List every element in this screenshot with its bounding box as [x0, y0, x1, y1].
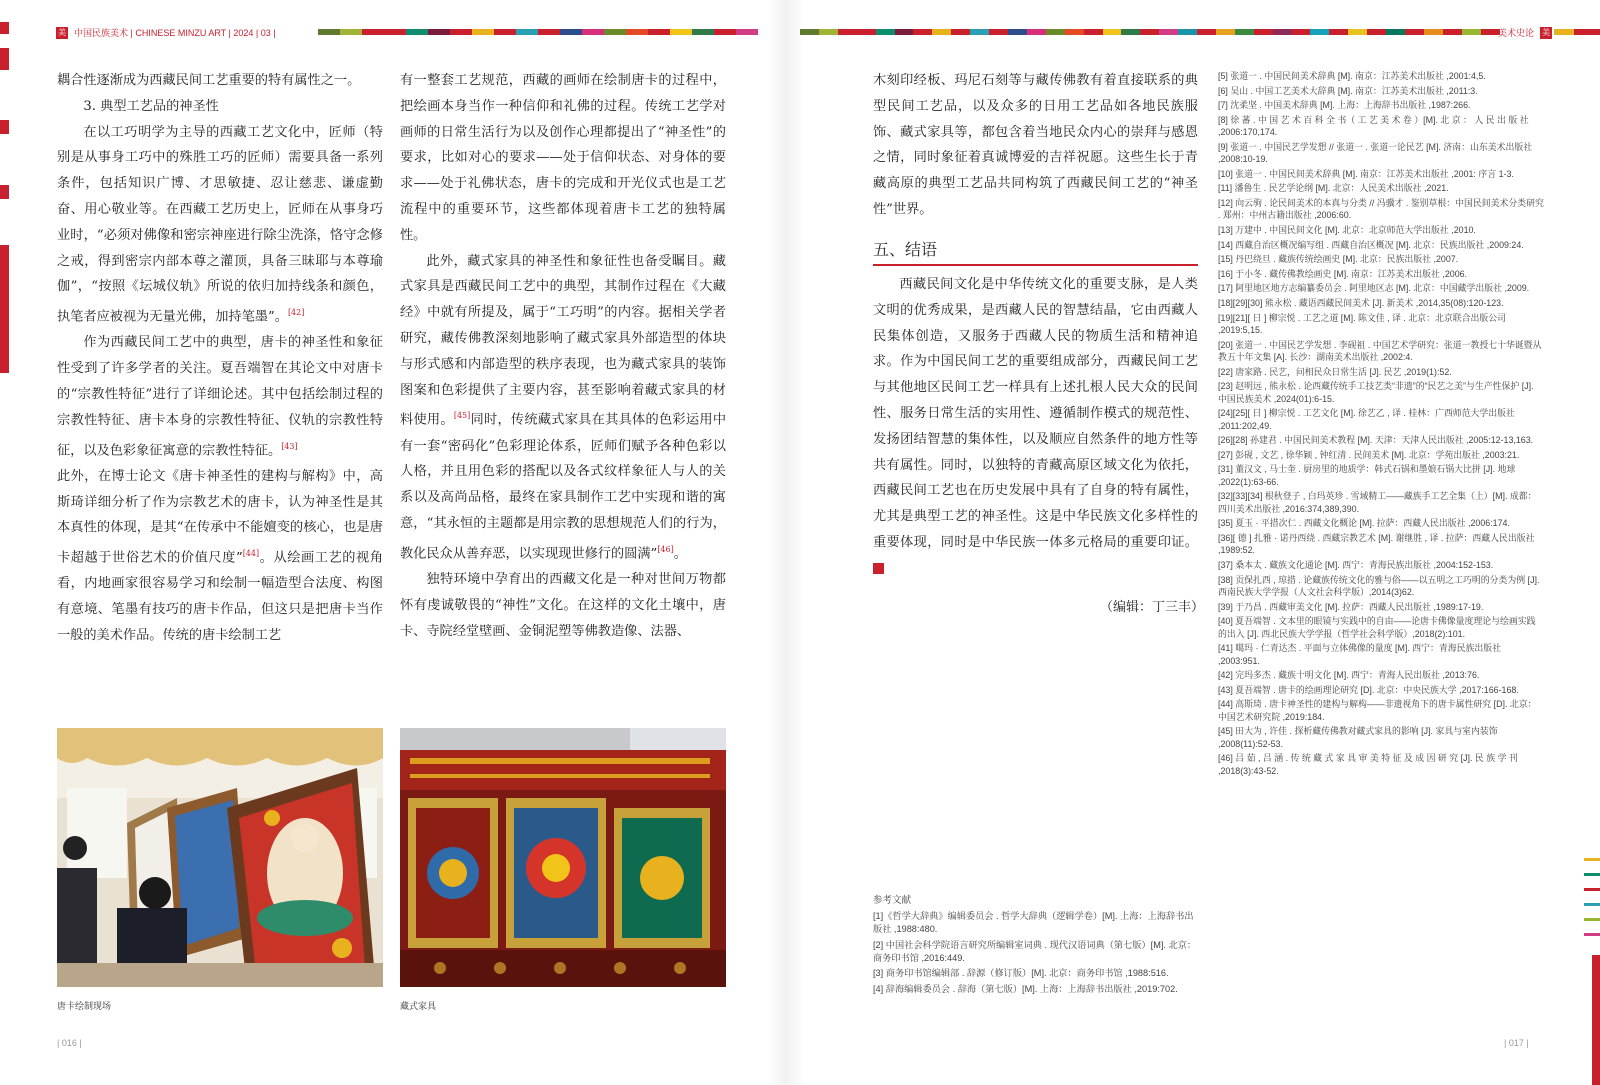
- citation: [46]: [657, 544, 674, 554]
- stripe-segment: [362, 29, 384, 35]
- stripe-segment: [1065, 29, 1084, 35]
- stripe-segment: [1197, 29, 1216, 35]
- left-edge-mark: [0, 185, 9, 199]
- conclusion-text: [873, 272, 1198, 582]
- stripe-segment: [1348, 29, 1367, 35]
- stripe-segment: [1235, 29, 1254, 35]
- reference-item: [41] 噶玛 · 仁青达杰 . 平面与立体佛像的量度 [M]. 西宁：青海民族出版社 ,2003:951.: [1218, 643, 1502, 666]
- stripe-segment: [670, 29, 692, 35]
- photo-caption: 唐卡绘制现场: [57, 1001, 112, 1011]
- paragraph: 西藏民间文化是中华传统文化的重要支脉，是人类文明的优秀成果，是西藏人民的智慧结晶，它由西藏人民集体创造，又服务于西藏人民的物质生活和精神追求。作为中国民间工艺的重要组成部分，西藏民间工艺与其他地区民间工艺一样具有上述扎根人民大众的民间性、服务日常生活的实用性、遵循制作模式的规范性、发扬团结智慧的集体性，以及顺应自然条件的地方性等共有属性。同时，以独特的青藏高原区域文化为依托，西藏民间工艺也在历史发展中具有了自身的特有属性，尤其是典型工艺的神圣性。这是中华民族文化多样性的重要体现，同时是中华民族一体多元格局的重要印证。美: [873, 277, 1198, 573]
- reference-item: [43] 夏吾端智 . 唐卡的绘画理论研究 [D]. 北京：中央民族大学 ,2017:166-168.: [1218, 684, 1519, 695]
- stripe-segment: [560, 29, 582, 35]
- left-edge-mark: [0, 245, 9, 373]
- paragraph: 此外，藏式家具的神圣性和象征性也备受瞩目。藏式家具是西藏民间工艺中的典型，其制作过程在《大藏经》中就有所提及，属于“工巧明”的内容。据相关学者研究，藏传佛教深刻地影响了藏式家具外部造型的体块与形式感和内部造型的秩序表现，也为藏式家具的装饰图案和色彩提供了主要内容，甚至影响着藏式家具的材料使用。[45]同时，传统藏式家具在其具体的色彩运用中有一套“密码化”色彩理论体系，匠师们赋予各种色彩以人格，并且用色彩的搭配以及各式纹样象征人与人的关系以及高尚品格，最终在家具制作工艺中实现和谐的寓意，“其永恒的主题都是用宗教的思想规范人们的行为，教化民众从善弃恶，以实现现世修行的圆满”[46]。: [400, 253, 727, 562]
- reference-item: [35] 夏玉 · 平措次仁 . 西藏文化概论 [M]. 拉萨：西藏人民出版社 ,2006:174.: [1218, 518, 1510, 529]
- header-color-stripe-edge: [1554, 29, 1600, 35]
- section-heading: 五、结语: [873, 237, 1198, 266]
- reference-item: [15] 丹巴绕旦 . 藏族传统绘画史 [M]. 北京：民族出版社 ,2007.: [1218, 254, 1459, 265]
- reference-item: [5] 张道一 . 中国民间美术辞典 [M]. 南京：江苏美术出版社 ,2001:4,5.: [1218, 71, 1486, 81]
- right-edge-tick: [1584, 888, 1600, 891]
- header-right: [1498, 26, 1552, 39]
- stripe-segment: [1008, 29, 1027, 35]
- stripe-segment: [838, 29, 857, 35]
- citation: [45]: [453, 411, 471, 421]
- reference-item: [12] 向云驹 . 论民间美术的本真与分类 // 冯骥才 . 鉴别草根：中国民间美术分类研究 . 郑州：中州古籍出版社 ,2006:60.: [1218, 197, 1544, 221]
- reference-item: [42] 完玛多杰 . 藏族十明文化 [M]. 西宁：青海人民出版社 ,2013:76.: [1218, 670, 1480, 681]
- reference-item: [8] 徐 蕃 . 中 国 艺 术 百 科 全 书（ 工 艺 美 术 卷 ）[M]. 北 京 ： 人 民 出 版 社 ,2006:170,174.: [1218, 114, 1529, 138]
- stripe-segment: [1216, 29, 1235, 35]
- left-edge-mark: [0, 48, 9, 70]
- reference-item: [6] 吴山 . 中国工艺美术大辞典 [M]. 南京：江苏美术出版社 ,2011:3.: [1218, 85, 1478, 96]
- stripe-segment: [714, 29, 736, 35]
- stripe-segment: [800, 29, 819, 35]
- stripe-segment: [1405, 29, 1424, 35]
- reference-item: [9] 张道一 . 中国民艺学发想 // 张道一 . 张道一论民艺 [M]. 济南：山东美术出版社 ,2008:10-19.: [1218, 141, 1533, 165]
- stripe-segment: [1292, 29, 1311, 35]
- stripe-segment: [857, 29, 876, 35]
- body-column-3: [873, 68, 1198, 223]
- reference-item: [32][33][34] 根秋登子 , 白玛英珍 . 雪域精工——藏族手工艺全集（上）[M]. 成都：四川美术出版社 ,2016:374,389,390.: [1218, 491, 1537, 514]
- stripe-segment: [1481, 29, 1500, 35]
- paragraph: 耦合性逐渐成为西藏民间工艺重要的特有属性之一。: [57, 73, 361, 88]
- subheading: 3. 典型工艺品的神圣性: [83, 98, 219, 114]
- stripe-segment: [626, 29, 648, 35]
- references-list-left: [873, 910, 1198, 998]
- spread-gutter: [766, 0, 806, 1085]
- reference-item: [44] 高斯琦 . 唐卡神圣性的建构与解构——非遗视角下的唐卡属性研究 [D]. 北京：中国艺术研究院 ,2019:184.: [1218, 699, 1537, 722]
- header-color-stripe-right: [800, 29, 1500, 35]
- stripe-segment: [450, 29, 472, 35]
- reference-item: [40] 夏吾端智 . 文本里的眼镜与实践中的自由——论唐卡佛像量度理论与绘画实践的出入 [J]. 西北民族大学学报（哲学社会科学版）,2018(2):101.: [1218, 616, 1536, 639]
- reference-item: [19][21][ 日 ] 柳宗悦 . 工艺之道 [M]. 陈文佳 , 译 . 北京：北京联合出版公司 ,2019:5,15.: [1218, 312, 1506, 335]
- stripe-segment: [1329, 29, 1348, 35]
- stripe-segment: [1084, 29, 1103, 35]
- citation: [42]: [287, 308, 305, 318]
- stripe-segment: [494, 29, 516, 35]
- stripe-segment: [913, 29, 932, 35]
- stripe-segment: [1273, 29, 1292, 35]
- photo-caption: 藏式家具: [400, 1001, 437, 1011]
- paragraph: 此外，在博士论文《唐卡神圣性的建构与解构》中，高斯琦详细分析了作为宗教艺术的唐卡，认为神圣性是其本真性的体现，是其“在传承中不能嬗变的核心，也是唐卡超越于世俗艺术的价值尺度”[44]。从绘画工艺的视角看，内地画家很容易学习和绘制一幅造型合法度、构图有意境、笔墨有技巧的唐卡作品，但这只是把唐卡当作一般的美术作品。传统的唐卡绘制工艺: [57, 468, 383, 643]
- tibetan-furniture-photo: [400, 728, 726, 987]
- stripe-segment: [1424, 29, 1443, 35]
- page-number-right: | 017 |: [1504, 1038, 1529, 1048]
- reference-item: [14] 西藏自治区概况编写组 . 西藏自治区概况 [M]. 北京：民族出版社 ,2009:24.: [1218, 239, 1524, 250]
- stripe-segment: [1443, 29, 1462, 35]
- reference-item: [10] 张道一 . 中国民间美术辞典 [M]. 南京：江苏美术出版社 ,2001: 序言 1-3.: [1218, 168, 1514, 179]
- stripe-segment: [516, 29, 538, 35]
- header-left: [56, 26, 276, 39]
- reference-item: [2] 中国社会科学院语言研究所编辑室词典 . 现代汉语词典（第七版）[M]. 北京：商务印书馆 ,2016:449.: [873, 939, 1197, 963]
- stripe-segment: [1462, 29, 1481, 35]
- stripe-segment: [1140, 29, 1159, 35]
- references-list-right: [1218, 70, 1544, 779]
- stripe-segment: [1386, 29, 1405, 35]
- body-column-2: [400, 68, 726, 644]
- paragraph: 独特环境中孕育出的西藏文化是一种对世间万物都怀有虔诚敬畏的“神性”文化。在这样的文化土壤中，唐卡、寺院经堂壁画、金铜泥塑等佛教造像、法器、: [400, 571, 726, 639]
- reference-item: [37] 桑本太 . 藏族文化通论 [M]. 西宁：青海民族出版社 ,2004:152-153.: [1218, 559, 1494, 570]
- stripe-segment: [736, 29, 758, 35]
- right-edge-tick: [1584, 918, 1600, 921]
- reference-item: [7] 沈柔坚 . 中国美术辞典 [M]. 上海：上海辞书出版社 ,1987:266.: [1218, 100, 1471, 111]
- reference-item: [39] 于乃昌 . 西藏审美文化 [M]. 拉萨：西藏人民出版社 ,1989:17-19.: [1218, 601, 1484, 612]
- reference-item: [17] 阿里地区地方志编纂委员会 . 阿里地区志 [M]. 北京：中国藏学出版社 ,2009.: [1218, 283, 1530, 294]
- reference-item: [24][25][ 日 ] 柳宗悦 . 工艺文化 [M]. 徐艺乙 , 译 . 桂林：广西师范大学出版社 ,2011:202,49.: [1218, 408, 1515, 431]
- stripe-segment: [932, 29, 951, 35]
- stripe-segment: [1310, 29, 1329, 35]
- paragraph: 在以工巧明学为主导的西藏工艺文化中，匠师（特别是从事身工巧中的殊胜工巧的匠师）需要具备一系列条件，包括知识广博、才思敏捷、忍让慈悲、谦虚勤奋、用心敬业等。在西藏工艺历史上，匠师在从事身巧业时，“必须对佛像和密宗神座进行除尘洗涤，恪守念修之戒，得到密宗内部本尊之灌顶，具备三昧耶与本尊瑜伽”，“按照《坛城仪轨》所说的依归加持线条和颜色，执笔者应被视为无量光佛，加持笔墨”。[42]: [57, 124, 383, 325]
- editor-credit: （编辑：丁三丰）: [1100, 600, 1205, 615]
- reference-item: [11] 潘鲁生 . 民艺学论纲 [M]. 北京：人民美术出版社 ,2021.: [1218, 183, 1449, 194]
- stripe-segment: [1367, 29, 1386, 35]
- paragraph: 木刻印经板、玛尼石刻等与藏传佛教有着直接联系的典型民间工艺品，以及众多的日用工艺品如各地民族服饰、藏式家具等，都包含着当地民众内心的崇拜与感恩之情，同时象征着真诚博爱的吉祥祝愿。这些生长于青藏高原的典型工艺品共同构筑了西藏民间工艺的“神圣性”世界。: [873, 73, 1198, 217]
- paragraph: 有一整套工艺规范，西藏的画师在绘制唐卡的过程中，把绘画本身当作一种信仰和礼佛的过程。传统工艺学对画师的日常生活行为以及创作心理都提出了“神圣性”的要求，比如对心的要求——处于信仰状态、对身体的要求——处于礼佛状态，唐卡的完成和开光仪式也是工艺流程中的重要环节，这些都体现着唐卡工艺的独特属性。: [400, 73, 726, 243]
- reference-item: [3] 商务印书馆编辑部 . 辞源（修订版）[M]. 北京：商务印书馆 ,1988:516.: [873, 968, 1169, 979]
- stripe-segment: [1121, 29, 1140, 35]
- journal-title: 中国民族美术 | CHINESE MINZU ART | 2024 | 03 |: [74, 28, 276, 38]
- stripe-segment: [538, 29, 560, 35]
- stripe-segment: [951, 29, 970, 35]
- stripe-segment: [1159, 29, 1178, 35]
- stripe-segment: [876, 29, 895, 35]
- paragraph: 作为西藏民间工艺中的典型，唐卡的神圣性和象征性受到了许多学者的关注。夏吾端智在其论文中对唐卡的“宗教性特征”进行了详细论述。其中包括绘制过程的宗教性特征、唐卡本身的宗教性特征、仪轨的宗教性特征，以及色彩象征寓意的宗教性特征。[43]: [57, 335, 383, 458]
- page-number-left: | 016 |: [57, 1038, 82, 1048]
- reference-item: [27] 彭砚 , 文艺 , 徐华颖 , 钟红清 . 民间美术 [M]. 北京：学苑出版社 ,2003:21.: [1218, 449, 1520, 460]
- reference-item: [22] 唐家路 . 民艺，问相民众日常生活 [J]. 民艺 ,2019(1):52.: [1218, 366, 1452, 377]
- stripe-segment: [819, 29, 838, 35]
- stripe-segment: [604, 29, 626, 35]
- stripe-segment: [384, 29, 406, 35]
- stripe-segment: [340, 29, 362, 35]
- reference-item: [4] 辞海编辑委员会 . 辞海（第七版）[M]. 上海：上海辞书出版社 ,2019:702.: [873, 983, 1178, 994]
- reference-item: [45] 田大为 , 许佳 . 探析藏传佛教对藏式家具的影响 [J]. 家具与室内装饰 ,2008(11):52-53.: [1218, 726, 1498, 749]
- right-edge-tick: [1584, 933, 1600, 936]
- reference-item: [16] 于小冬 . 藏传佛教绘画史 [M]. 南京：江苏美术出版社 ,2006.: [1218, 268, 1468, 279]
- stripe-segment: [1178, 29, 1197, 35]
- thangka-painting-photo: [57, 728, 383, 987]
- section-name: 美术史论: [1497, 28, 1534, 38]
- stripe-segment: [970, 29, 989, 35]
- stripe-segment: [692, 29, 714, 35]
- reference-item: [31] 董汉文 , 马士奎 . 厨房里的地质学：韩式石锅和墨娘石锅大比拼 [J]. 地球 ,2022(1):63-66.: [1218, 464, 1516, 487]
- reference-item: [13] 万建中 . 中国民间文化 [M]. 北京：北京师范大学出版社 ,2010.: [1218, 224, 1476, 235]
- stripe-segment: [1027, 29, 1046, 35]
- right-edge-tick: [1592, 955, 1600, 1085]
- end-mark-icon: 美: [873, 563, 884, 574]
- stripe-segment: [648, 29, 670, 35]
- reference-item: [38] 贡保扎西 , 琼措 . 论藏族传统文化的雅与俗——以五明之工巧明的分类为例 [J]. 西南民族大学学报（人文社会科学版）,2014(3)62.: [1218, 574, 1540, 597]
- journal-logo-icon: 美: [58, 28, 66, 37]
- journal-logo-icon: 美: [1542, 28, 1550, 37]
- citation: [43]: [281, 441, 298, 451]
- reference-item: [18][29][30] 熊永松 . 藏语西藏民间美术 [J]. 新美术 ,2014,35(08):120-123.: [1218, 297, 1504, 308]
- stripe-segment: [406, 29, 428, 35]
- reference-item: [36][ 德 ] 扎雅 · 诺丹西绕 . 西藏宗教艺术 [M]. 谢继胜 , 译 . 拉萨：西藏人民出版社 ,1989:52.: [1218, 532, 1535, 556]
- stripe-segment: [472, 29, 494, 35]
- reference-item: [23] 赵明远 , 熊永松 . 论西藏传统手工技艺类“非遗”的“民艺之美”与生产性保护 [J]. 中国民族美术 ,2024(01):6-15.: [1218, 381, 1534, 404]
- reference-item: [26][28] 孙建君 . 中国民间美术教程 [M]. 天津：天津人民出版社 ,2005:12-13,163.: [1218, 435, 1534, 446]
- stripe-segment: [318, 29, 340, 35]
- reference-item: [20] 张道一 . 中国民艺学发想 . 李砚祖 . 中国艺术学研究：张道一教授七十华诞暨从教五十年文集 [A]. 长沙：湖南美术出版社 ,2002:4.: [1218, 339, 1542, 362]
- right-edge-tick: [1584, 858, 1600, 861]
- right-edge-tick: [1584, 903, 1600, 906]
- right-edge-tick: [1584, 873, 1600, 876]
- left-edge-mark: [0, 120, 9, 134]
- stripe-segment: [989, 29, 1008, 35]
- reference-item: [1]《哲学大辞典》编辑委员会 . 哲学大辞典（逻辑学卷）[M]. 上海：上海辞书出版社 ,1988:480.: [873, 911, 1194, 935]
- stripe-segment: [895, 29, 914, 35]
- reference-item: [46] 吕 茹 , 吕 涵 . 传 统 藏 式 家 具 审 美 特 征 及 成 因 研 究 [J]. 民 族 学 刊 ,2018(3):43-52.: [1218, 753, 1518, 776]
- stripe-segment: [1103, 29, 1122, 35]
- stripe-segment: [1046, 29, 1065, 35]
- stripe-segment: [1254, 29, 1273, 35]
- left-edge-mark: [0, 22, 9, 34]
- stripe-segment: [428, 29, 450, 35]
- citation: [44]: [242, 549, 260, 559]
- references-heading: 参考文献: [873, 895, 912, 906]
- body-column-1: [57, 68, 383, 649]
- stripe-segment: [582, 29, 604, 35]
- header-color-stripe-left: [318, 29, 758, 35]
